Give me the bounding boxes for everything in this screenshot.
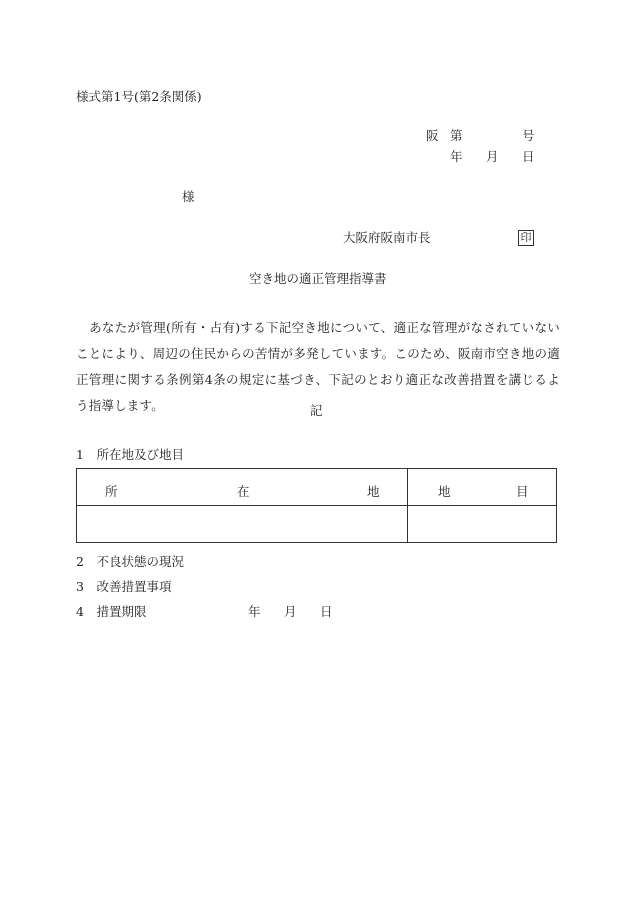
issue-prefix: 阪 (426, 128, 439, 143)
document-title: 空き地の適正管理指導書 (249, 271, 387, 286)
header-chimoku-cell (408, 469, 557, 506)
chimoku-value-cell (408, 506, 557, 543)
deadline-day: 日 (320, 604, 333, 619)
ki-mark: 記 (310, 403, 323, 418)
issue-day: 日 (522, 149, 535, 164)
issuer-name: 大阪府阪南市長 (343, 230, 431, 245)
section-3-label: 3 改善措置事項 (76, 579, 172, 594)
location-value-cell (77, 506, 408, 543)
issue-year: 年 (450, 149, 463, 164)
form-number: 様式第1号(第2条関係) (76, 89, 202, 104)
deadline-year: 年 (248, 604, 261, 619)
section-2-label: 2 不良状態の現況 (76, 554, 184, 569)
section-4-label: 4 措置期限 (76, 604, 147, 619)
issue-dai: 第 (450, 128, 463, 143)
deadline-month: 月 (284, 604, 297, 619)
location-table (76, 468, 557, 543)
table-row (77, 506, 557, 543)
header-chi2: 地 (438, 484, 451, 499)
header-location-cell (77, 469, 408, 506)
header-chi: 地 (367, 484, 380, 499)
issue-go: 号 (522, 128, 535, 143)
header-sho: 所 (105, 484, 118, 499)
header-moku: 目 (516, 484, 529, 499)
section-1-label: 1 所在地及び地目 (76, 447, 184, 462)
table-header-row (77, 469, 557, 506)
body-text: あなたが管理(所有・占有)する下記空き地について、適正な管理がなされていないことにより、周辺の住民からの苦情が多発しています。このため、阪南市空き地の適正管理に関する条例第4条の規定に基づき、下記のとおり適正な改善措置を講じるよう指導します。 (76, 320, 560, 413)
seal-mark: 印 (518, 230, 534, 246)
header-zai: 在 (237, 484, 250, 499)
addressee-sama: 様 (182, 189, 195, 204)
issue-month: 月 (486, 149, 499, 164)
